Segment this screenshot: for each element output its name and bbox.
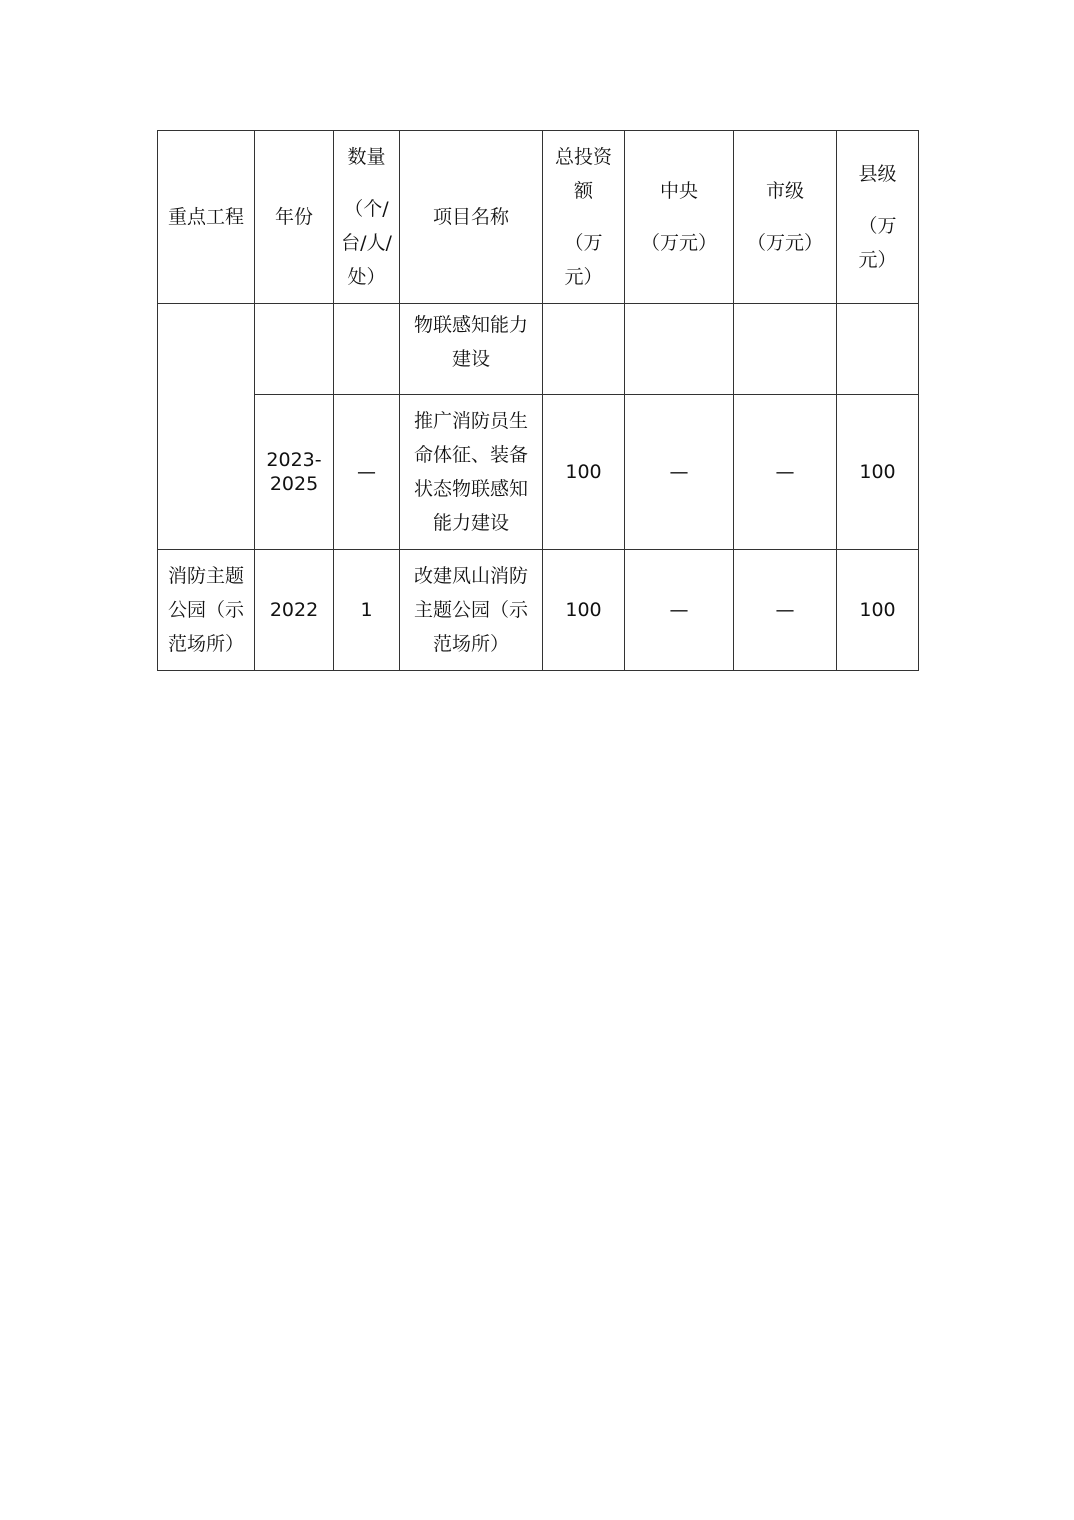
cell-central: — bbox=[625, 395, 734, 550]
table-header-row bbox=[158, 131, 919, 304]
cell-central: — bbox=[625, 550, 734, 671]
cell-quantity: — bbox=[334, 395, 400, 550]
cell-project-name: 物联感知能力 建设 bbox=[400, 304, 543, 395]
table-row bbox=[158, 550, 919, 671]
cell-central bbox=[625, 304, 734, 395]
table-row bbox=[158, 395, 919, 550]
cell-year: 2023- 2025 bbox=[255, 395, 334, 550]
cell-year bbox=[255, 304, 334, 395]
cell-key-project: 消防主题 公园（示 范场所） bbox=[158, 550, 255, 671]
cell-quantity: 1 bbox=[334, 550, 400, 671]
cell-total bbox=[543, 304, 625, 395]
header-central: 中央 （万元） bbox=[625, 131, 734, 304]
cell-total: 100 bbox=[543, 550, 625, 671]
table-row bbox=[158, 304, 919, 395]
header-county: 县级 （万 元） bbox=[837, 131, 919, 304]
cell-total: 100 bbox=[543, 395, 625, 550]
cell-project-name: 推广消防员生 命体征、装备 状态物联感知 能力建设 bbox=[400, 395, 543, 550]
cell-project-name: 改建凤山消防 主题公园（示 范场所） bbox=[400, 550, 543, 671]
cell-county: 100 bbox=[837, 550, 919, 671]
project-investment-table bbox=[157, 130, 919, 671]
cell-city bbox=[734, 304, 837, 395]
cell-county bbox=[837, 304, 919, 395]
header-total-investment: 总投资 额 （万 元） bbox=[543, 131, 625, 304]
cell-year: 2022 bbox=[255, 550, 334, 671]
header-year: 年份 bbox=[255, 131, 334, 304]
cell-county: 100 bbox=[837, 395, 919, 550]
header-key-project: 重点工程 bbox=[158, 131, 255, 304]
cell-quantity bbox=[334, 304, 400, 395]
header-quantity: 数量 （个/ 台/人/ 处） bbox=[334, 131, 400, 304]
cell-key-project bbox=[158, 304, 255, 550]
cell-city: — bbox=[734, 395, 837, 550]
header-city: 市级 （万元） bbox=[734, 131, 837, 304]
cell-city: — bbox=[734, 550, 837, 671]
header-project-name: 项目名称 bbox=[400, 131, 543, 304]
